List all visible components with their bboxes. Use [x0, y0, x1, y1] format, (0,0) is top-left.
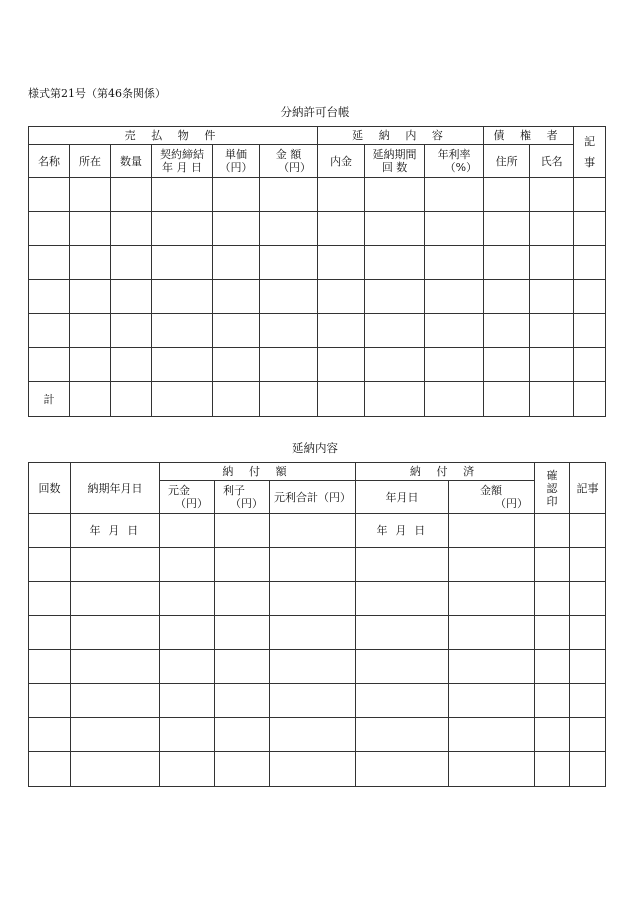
header-times: 回数 — [29, 463, 71, 514]
group-deferral: 延 納 内 容 — [318, 127, 484, 145]
table-row — [29, 246, 606, 280]
header-annual-rate: 年利率 （%） — [425, 145, 484, 178]
header-down-payment: 内金 — [318, 145, 365, 178]
table-row — [29, 616, 606, 650]
group-payment-amount: 納 付 額 — [160, 463, 356, 481]
header-principal-interest-sum: 元利合計（円） — [270, 481, 356, 514]
table-row — [29, 684, 606, 718]
header-quantity: 数量 — [111, 145, 152, 178]
table-row — [29, 178, 606, 212]
table-row — [29, 314, 606, 348]
header-deferral-period: 延納期間 回 数 — [365, 145, 425, 178]
table-row — [29, 348, 606, 382]
table-row — [29, 514, 606, 548]
due-date-placeholder: 年 月 日 — [71, 514, 160, 548]
header-name: 名称 — [29, 145, 70, 178]
table-row — [29, 752, 606, 787]
table-row — [29, 212, 606, 246]
header-unit-price: 単価 （円） — [213, 145, 260, 178]
header-interest: 利子 （円） — [215, 481, 270, 514]
ledger-title: 分納許可台帳 — [280, 105, 350, 119]
header-address: 住所 — [484, 145, 530, 178]
deferral-schedule-table — [28, 462, 606, 787]
paid-date-placeholder: 年 月 日 — [356, 514, 449, 548]
section-title-deferral: 延納内容 — [292, 441, 338, 455]
table-row — [29, 280, 606, 314]
header-contract-date: 契約締結 年 月 日 — [152, 145, 213, 178]
total-row — [29, 382, 606, 417]
total-label: 計 — [29, 382, 70, 417]
header-due-date: 納期年月日 — [71, 463, 160, 514]
table-row — [29, 718, 606, 752]
header-paid-amount: 金額 （円） — [449, 481, 535, 514]
header-remarks: 記 事 — [574, 127, 606, 178]
header-paid-date: 年月日 — [356, 481, 449, 514]
form-number: 様式第21号（第46条関係） — [28, 87, 166, 100]
header-location: 所在 — [70, 145, 111, 178]
group-sale-item: 売 払 物 件 — [29, 127, 318, 145]
table-row — [29, 548, 606, 582]
table-row — [29, 650, 606, 684]
table-row — [29, 582, 606, 616]
header-confirm-seal: 確 認 印 — [535, 463, 570, 514]
installment-ledger-table — [28, 126, 606, 417]
header-remarks-2: 記事 — [570, 463, 606, 514]
header-amount: 金 額 （円） — [260, 145, 318, 178]
group-paid: 納 付 済 — [356, 463, 535, 481]
group-creditor: 債 権 者 — [484, 127, 574, 145]
header-principal: 元金 （円） — [160, 481, 215, 514]
header-owner-name: 氏名 — [530, 145, 574, 178]
